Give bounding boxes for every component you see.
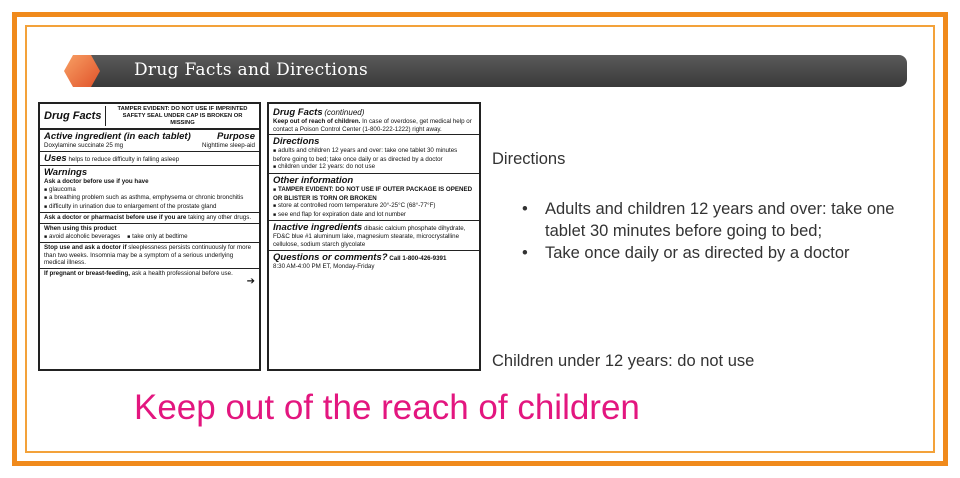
- when-using-item: ■ take only at bedtime: [127, 233, 187, 240]
- warnings-heading: Warnings: [44, 166, 88, 178]
- drug-facts-label-left: [38, 102, 261, 371]
- other-info-item: ■ see end flap for expiration date and lot number: [273, 211, 475, 220]
- stop-use-bold: Stop use and ask a doctor if: [44, 244, 127, 252]
- directions-item-text: Adults and children 12 years and over: take one tablet 30 minutes before going to bed;: [545, 200, 895, 240]
- banner-title: Drug Facts and Directions: [134, 60, 369, 80]
- arrow-right-icon: ➔: [246, 275, 255, 287]
- directions-list: [522, 198, 905, 264]
- when-using-heading: When using this product: [44, 224, 117, 232]
- active-ingredient-row: [40, 130, 259, 152]
- other-info-item: ■ store at controlled room temperature 20°-25°C (68°-77°F): [273, 202, 475, 211]
- purpose-value: Nighttime sleep-aid: [202, 142, 255, 150]
- purpose-heading: Purpose: [216, 131, 255, 143]
- label-directions-item: ■ children under 12 years: do not use: [273, 163, 475, 172]
- children-warning: Children under 12 years: do not use: [492, 352, 755, 370]
- questions-heading: Questions or comments?: [273, 251, 388, 263]
- label-title: Drug Facts: [44, 109, 102, 122]
- inactive-text: dibasic calcium phosphate dihydrate, FD&C blue #1 aluminum lake, magnesium stearate, microcrystalline cellulose, sodium starch glycolate: [273, 225, 466, 248]
- keep-out-bold: Keep out of reach of children.: [273, 118, 361, 125]
- when-using-row: [40, 224, 259, 243]
- bullet-dot-icon: •: [522, 244, 528, 262]
- directions-heading: Directions: [492, 150, 566, 168]
- inactive-row: [269, 221, 479, 250]
- pregnant-row: [40, 269, 259, 287]
- uses-heading: Uses: [44, 152, 67, 164]
- drug-facts-label-right: [267, 102, 481, 371]
- ask-pharmacist-row: [40, 212, 259, 224]
- ask-pharmacist-bold: Ask a doctor or pharmacist before use if you are: [44, 214, 187, 222]
- active-ingredient: Doxylamine succinate 25 mg: [44, 142, 124, 150]
- other-info-row: [269, 174, 479, 221]
- stop-use-text: sleeplessness persists continuously for more than two weeks. Insomnia may be a symptom of a serious underlying medical illness.: [44, 244, 252, 267]
- inactive-heading: Inactive ingredients: [273, 222, 363, 234]
- keep-out-warning: Keep out of the reach of children: [134, 388, 640, 427]
- other-info-heading: Other information: [273, 174, 354, 186]
- bullet-dot-icon: •: [522, 200, 528, 218]
- label-directions-row: [269, 135, 479, 174]
- directions-item-text: Take once daily or as directed by a doctor: [545, 244, 850, 262]
- directions-item: [522, 198, 905, 242]
- uses-row: [40, 152, 259, 166]
- questions-hours: 8:30 AM-4:00 PM ET, Monday-Friday: [273, 262, 375, 270]
- questions-phone: Call 1-800-426-9391: [389, 254, 447, 262]
- active-heading: Active ingredient (in each tablet): [44, 131, 191, 143]
- uses-text: helps to reduce difficulty in falling asleep: [68, 155, 180, 163]
- questions-row: [269, 251, 479, 272]
- ask-doctor-item: ■ a breathing problem such as asthma, emphysema or chronic bronchitis: [44, 194, 255, 203]
- pregnant-bold: If pregnant or breast-feeding,: [44, 269, 130, 277]
- title-banner: [64, 55, 907, 87]
- ask-pharmacist-text: taking any other drugs.: [188, 214, 252, 222]
- when-using-item: ■ avoid alcoholic beverages: [44, 233, 120, 240]
- label-directions-item: ■ adults and children 12 years and over: take one tablet 30 minutes before going to bed; take once daily or as directed by a doctor: [273, 147, 475, 163]
- directions-item: [522, 242, 905, 264]
- ask-doctor-item: ■ difficulty in urination due to enlargement of the prostate gland: [44, 203, 255, 212]
- tamper-notice: TAMPER EVIDENT: DO NOT USE IF IMPRINTED SAFETY SEAL UNDER CAP IS BROKEN OR MISSING: [105, 106, 255, 126]
- other-info-item: ■ TAMPER EVIDENT: DO NOT USE IF OUTER PACKAGE IS OPENED OR BLISTER IS TORN OR BROKEN: [273, 186, 475, 202]
- stop-use-row: [40, 243, 259, 269]
- ask-doctor-item: ■ glaucoma: [44, 186, 255, 195]
- ask-doctor-heading: Ask a doctor before use if you have: [44, 177, 149, 185]
- keep-out-text: In case of overdose, get medical help or contact a Poison Control Center (1-800-222-1222) right away.: [273, 118, 472, 133]
- label-right-header: [269, 104, 479, 135]
- label-header-row: [40, 104, 259, 130]
- label-right-title: Drug Facts: [273, 107, 323, 118]
- pregnant-text: ask a health professional before use.: [131, 269, 233, 277]
- label-right-suffix: (continued): [324, 108, 365, 117]
- warnings-row: [40, 166, 259, 212]
- label-directions-heading: Directions: [273, 136, 320, 148]
